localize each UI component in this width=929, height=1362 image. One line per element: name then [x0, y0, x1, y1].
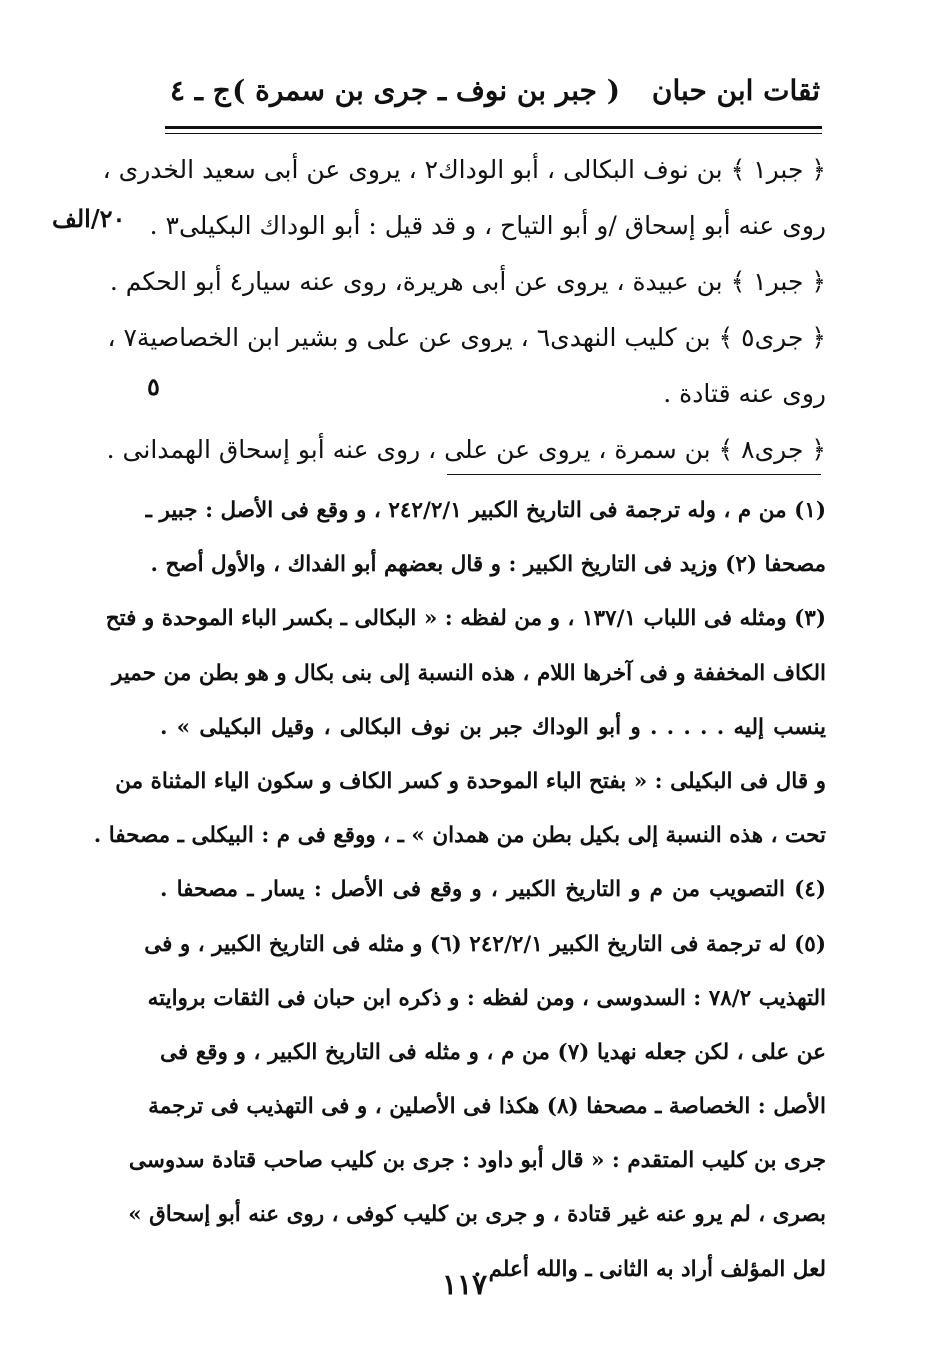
footnote-line: (٣) ومثله فى اللباب ١٣٧/١ ، و من لفظه : « البكالى ـ بكسر الباء الموحدة و فتح: [105, 606, 826, 632]
footnote-line: ينسب إليه . . . . . و أبو الوداك جبر بن نوف البكالى ، وقيل البكيلى » .: [160, 714, 826, 740]
main-line: روى عنه أبو إسحاق /و أبو التياح ، و قد قيل : أبو الوداك البكيلى٣ .: [149, 211, 826, 240]
header-book-title: ثقات ابن حبان: [651, 74, 820, 107]
running-header: [160, 74, 820, 118]
footnotes: [93, 492, 826, 1305]
footnote-line: الأصل : الخصاصة ـ مصحفا (٨) هكذا فى الأصلين ، و فى التهذيب فى ترجمة: [148, 1094, 826, 1120]
main-line: ﴿ جرى٨ ﴾ بن سمرة ، يروى عن على ، روى عنه أبو إسحاق الهمدانى .: [106, 435, 826, 464]
footnote-line: عن على ، لكن جعله نهديا (٧) من م ، و مثله فى التاريخ الكبير ، و وقع فى: [160, 1039, 826, 1065]
main-line: ﴿ جرى٥ ﴾ بن كليب النهدى٦ ، يروى عن على و بشير ابن الخصاصية٧ ،: [107, 323, 826, 352]
header-rule-thin: [165, 133, 822, 134]
main-line: روى عنه قتادة .: [663, 379, 826, 408]
main-line: ﴿ جبر١ ﴾ بن نوف البكالى ، أبو الوداك٢ ، يروى عن أبى سعيد الخدرى ،: [102, 155, 826, 184]
main-line: ﴿ جبر١ ﴾ بن عبيدة ، يروى عن أبى هريرة، روى عنه سيار٤ أبو الحكم .: [109, 267, 826, 296]
footnote-line: (٤) التصويب من م و التاريخ الكبير ، و وقع فى الأصل : يسار ـ مصحفا .: [160, 877, 826, 903]
header-rule-thick: [165, 126, 822, 129]
footnote-line: (٥) له ترجمة فى التاريخ الكبير ٢٤٢/٢/١ (٦) و مثله فى التاريخ الكبير ، و فى: [144, 931, 826, 957]
page-number: ١١٧: [441, 1268, 488, 1301]
margin-folio-note: ٢٠/الف: [52, 204, 126, 233]
footnote-line: جرى بن كليب المتقدم : « قال أبو داود : جرى بن كليب صاحب قتادة سدوسى: [128, 1148, 826, 1174]
footnote-line: لعل المؤلف أراد به الثانى ـ والله أعلم .: [473, 1256, 826, 1282]
footnote-separator: [447, 474, 821, 475]
footnote-line: و قال فى البكيلى : « بفتح الباء الموحدة و كسر الكاف و سكون الياء المثناة من: [115, 768, 826, 794]
footnote-line: تحت ، هذه النسبة إلى بكيل بطن من همدان » ـ ، ووقع فى م : البيكلى ـ مصحفا .: [93, 823, 826, 849]
footnote-line: بصرى ، لم يرو عنه غير قتادة ، و جرى بن كليب كوفى ، روى عنه أبو إسحاق »: [128, 1202, 826, 1228]
footnote-line: مصحفا (٢) وزيد فى التاريخ الكبير : و قال بعضهم أبو الفداك ، والأول أصح .: [150, 552, 826, 578]
footnote-line: التهذيب ٧٨/٢ : السدوسى ، ومن لفظه : و ذكره ابن حبان فى الثقات بروايته: [147, 985, 826, 1011]
margin-line-number: ٥: [147, 372, 160, 401]
header-section-title: ( جبر بن نوف ـ جرى بن سمرة ): [232, 74, 620, 107]
header-volume: ج ـ ٤: [170, 74, 231, 107]
footnote-line: (١) من م ، وله ترجمة فى التاريخ الكبير ٢٤٢/٢/١ ، و وقع فى الأصل : جبير ـ: [145, 498, 826, 523]
footnote-line: الكاف المخففة و فى آخرها اللام ، هذه النسبة إلى بنى بكال و هو بطن من حمير: [111, 660, 826, 686]
main-text: [102, 150, 826, 486]
